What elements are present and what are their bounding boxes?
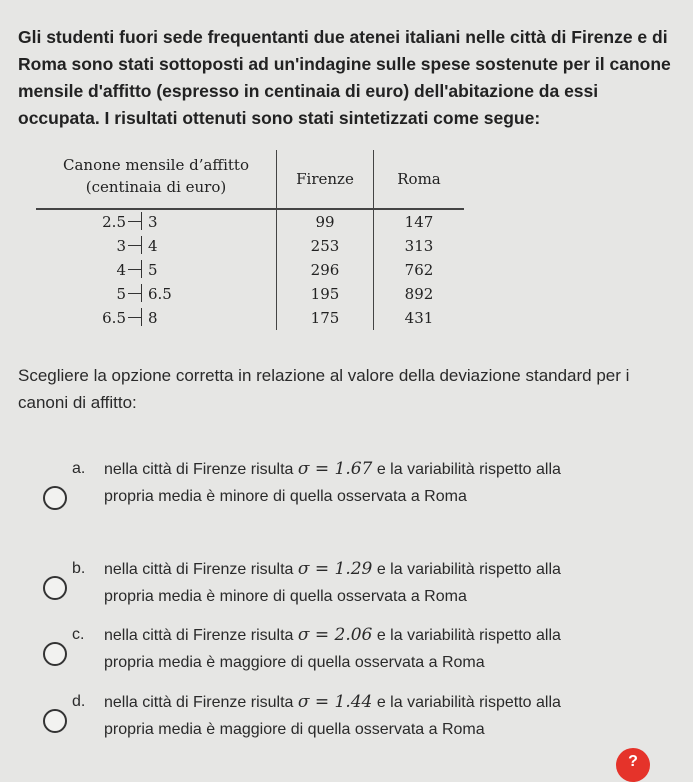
interval-lower: 3 (116, 237, 126, 255)
interval-separator-icon (128, 212, 144, 230)
interval-separator-icon (128, 236, 144, 254)
option-post: e la variabilità rispetto alla (372, 561, 561, 578)
cell-firenze: 296 (276, 258, 373, 282)
option-letter: a. (72, 460, 86, 477)
class-interval (36, 210, 276, 234)
interval-upper: 6.5 (148, 285, 172, 303)
header-firenze: Firenze (276, 150, 373, 208)
cell-firenze: 99 (276, 210, 373, 234)
interval-upper: 3 (148, 213, 158, 231)
header-canone (36, 150, 276, 208)
header-canone-line2: (centinaia di euro) (85, 178, 227, 196)
table-row (36, 258, 464, 282)
option-letter: d. (72, 693, 86, 710)
table-row (36, 282, 464, 306)
intro-text: Gli studenti fuori sede frequentanti due atenei italiani nelle città di Firenze e di Roma sono stati sottoposti ad un'indagine sulle spese sostenute per il canone mensile d'affitto (espresso in centinaia di euro) dell'abitazione da essi occupata. I risultati ottenuti sono stati sintetizzati come segue: (18, 27, 671, 128)
option-text (104, 556, 664, 610)
option-post: e la variabilità rispetto alla (372, 627, 561, 644)
cell-roma: 892 (373, 282, 464, 306)
option-sigma: σ = 1.67 (297, 459, 373, 479)
option-line1 (104, 556, 664, 583)
header-roma: Roma (373, 150, 464, 208)
cell-roma: 431 (373, 306, 464, 330)
option-letter: c. (72, 626, 85, 643)
cell-firenze: 195 (276, 282, 373, 306)
help-icon[interactable]: ? (616, 748, 650, 782)
table-row (36, 234, 464, 258)
option-pre: nella città di Firenze risulta (104, 627, 298, 644)
option-pre: nella città di Firenze risulta (104, 461, 298, 478)
interval-lower: 6.5 (102, 309, 126, 327)
interval-upper: 4 (148, 237, 158, 255)
option-text (104, 622, 664, 676)
cell-roma: 762 (373, 258, 464, 282)
cell-firenze: 253 (276, 234, 373, 258)
header-canone-line1: Canone mensile d’affitto (63, 156, 249, 174)
option-pre: nella città di Firenze risulta (104, 694, 298, 711)
option-pre: nella città di Firenze risulta (104, 561, 298, 578)
option-line2: propria media è minore di quella osservata a Roma (104, 488, 467, 505)
radio-button-a[interactable] (43, 486, 67, 510)
radio-button-b[interactable] (43, 576, 67, 600)
table-header (36, 150, 464, 210)
radio-button-d[interactable] (43, 709, 67, 733)
question-text: Scegliere la opzione corretta in relazione al valore della deviazione standard per i canoni di affitto: (18, 366, 630, 412)
interval-separator-icon (128, 308, 144, 326)
option-line2: propria media è maggiore di quella osservata a Roma (104, 654, 485, 671)
class-interval (36, 234, 276, 258)
option-letter: b. (72, 560, 86, 577)
option-text (104, 456, 664, 510)
interval-separator-icon (128, 284, 144, 302)
option-line1 (104, 622, 664, 649)
interval-upper: 5 (148, 261, 158, 279)
option-sigma: σ = 1.44 (297, 692, 373, 712)
table-row (36, 306, 464, 330)
table-row (36, 210, 464, 234)
interval-separator-icon (128, 260, 144, 278)
class-interval (36, 282, 276, 306)
option-post: e la variabilità rispetto alla (372, 694, 561, 711)
interval-lower: 2.5 (102, 213, 126, 231)
option-sigma: σ = 2.06 (297, 625, 373, 645)
interval-lower: 4 (116, 261, 126, 279)
option-line1 (104, 689, 664, 716)
option-line1 (104, 456, 664, 483)
radio-button-c[interactable] (43, 642, 67, 666)
interval-upper: 8 (148, 309, 158, 327)
option-line2: propria media è minore di quella osservata a Roma (104, 588, 467, 605)
cell-roma: 147 (373, 210, 464, 234)
option-line2: propria media è maggiore di quella osservata a Roma (104, 721, 485, 738)
rent-table (36, 150, 464, 330)
class-interval (36, 306, 276, 330)
cell-firenze: 175 (276, 306, 373, 330)
option-post: e la variabilità rispetto alla (372, 461, 561, 478)
interval-lower: 5 (116, 285, 126, 303)
option-text (104, 689, 664, 743)
class-interval (36, 258, 276, 282)
cell-roma: 313 (373, 234, 464, 258)
option-sigma: σ = 1.29 (297, 559, 373, 579)
